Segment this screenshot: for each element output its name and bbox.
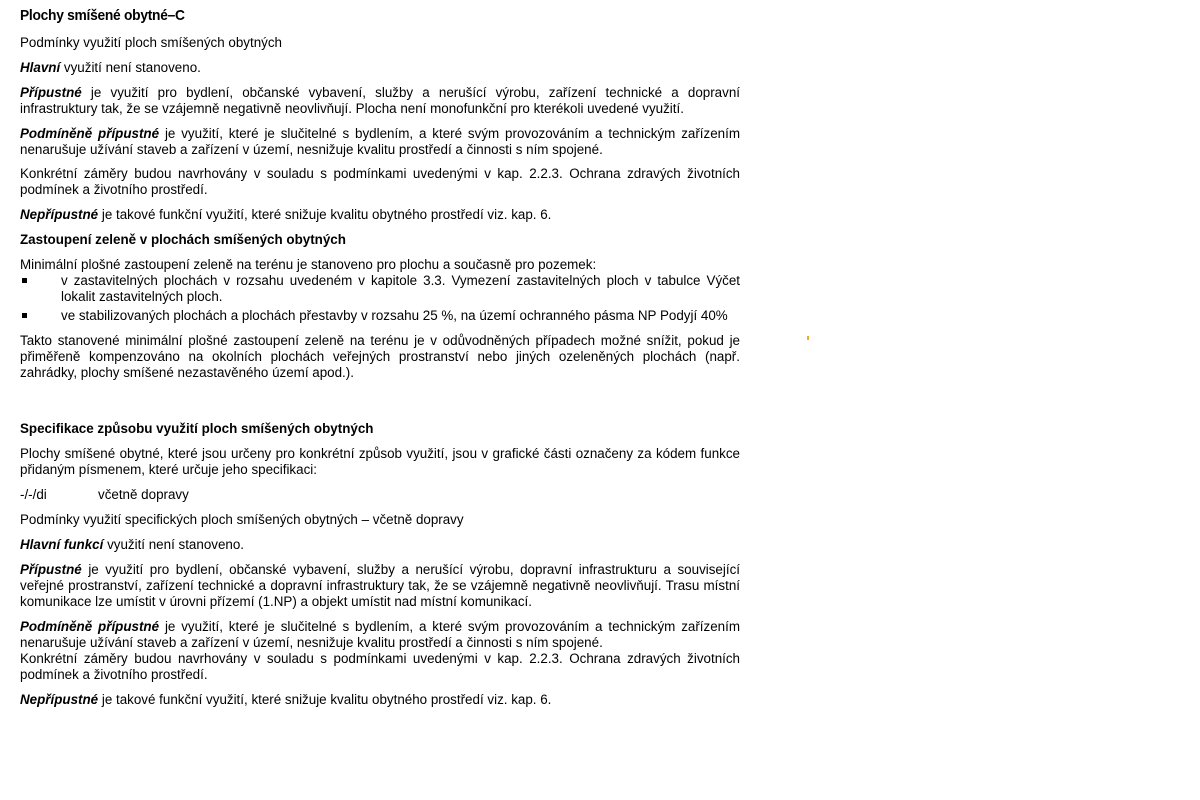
function-code: -/-/di: [20, 487, 47, 502]
list-item-text: ve stabilizovaných plochách a plochách přestavby v rozsahu 25 %, na území ochranného pásma NP Podyjí 40%: [61, 308, 728, 323]
term-prohibited: Nepřípustné: [20, 692, 99, 707]
page-title: Plochy smíšené obytné–C: [20, 7, 185, 24]
term-prohibited: Nepřípustné: [20, 207, 99, 222]
function-code-description: včetně dopravy: [98, 487, 189, 502]
paragraph-text: je využití, které je slučitelné s bydlením, a které svým provozováním a technickým zařízením nenarušuje užívání staveb a zařízení v území, nesnižuje kvalitu prostředí a činnosti s ním spojené.: [20, 619, 740, 650]
paragraph-plans: Konkrétní záměry budou navrhovány v souladu s podmínkami uvedenými v kap. 2.2.3. Ochrana zdravých životních podmínek a životního prostředí.: [20, 166, 740, 197]
paragraph-greenery-reduction: Takto stanovené minimální plošné zastoupení zeleně na terénu je v odůvodněných případech možné snížit, pokud je přiměřeně kompenzováno na okolních plochách veřejných prostranství nebo jiných ozeleněných plochách (např. zahrádky, plochy smíšené nezastavěného území apod.).: [20, 333, 740, 380]
paragraph-text: využití není stanoveno.: [60, 60, 201, 75]
paragraph-conditional-2: [20, 619, 740, 651]
bullet-icon: [22, 278, 27, 283]
paragraph-prohibited: [20, 207, 740, 223]
paragraph-permitted-2: [20, 562, 740, 610]
term-main-function: Hlavní funkcí: [20, 537, 104, 552]
list-item-text: v zastavitelných plochách v rozsahu uvedeném v kapitole 3.3. Vymezení zastavitelných ploch v tabulce Výčet lokalit zastavitelných ploch.: [61, 273, 740, 304]
paragraph-conditions: Podmínky využití ploch smíšených obytných: [20, 35, 282, 50]
paragraph-conditional: [20, 126, 740, 158]
paragraph-main-function: [20, 537, 740, 553]
heading-specification: Specifikace způsobu využití ploch smíšených obytných: [20, 421, 374, 436]
paragraph-greenery-min: Minimální plošné zastoupení zeleně na terénu je stanoveno pro plochu a současně pro pozemek:: [20, 257, 597, 272]
document-content: [20, 8, 740, 717]
paragraph-text: využití není stanoveno.: [103, 537, 245, 552]
paragraph-main-use: [20, 60, 740, 76]
code-row: [20, 487, 740, 503]
paragraph-specific-conditions: Podmínky využití specifických ploch smíšených obytných – včetně dopravy: [20, 512, 464, 527]
paragraph-text: je takové funkční využití, které snižuje kvalitu obytného prostředí viz. kap. 6.: [98, 692, 552, 707]
stray-mark: [807, 336, 809, 340]
paragraph-specification: Plochy smíšené obytné, které jsou určeny pro konkrétní způsob využití, jsou v grafické části označeny za kódem funkce přidaným písmenem, které určuje jeho specifikaci:: [20, 446, 740, 477]
paragraph-prohibited-2: [20, 692, 740, 708]
paragraph-text: je využití pro bydlení, občanské vybavení, služby a nerušící výrobu, zařízení technické a dopravní infrastruktury tak, že se vzájemně negativně neovlivňují. Plocha není monofunkční pro kterékoli uvedené využití.: [20, 85, 740, 116]
term-conditional: Podmíněně přípustné: [20, 619, 160, 634]
heading-greenery: Zastoupení zeleně v plochách smíšených obytných: [20, 232, 346, 247]
paragraph-plans-2: Konkrétní záměry budou navrhovány v souladu s podmínkami uvedenými v kap. 2.2.3. Ochrana zdravých životních podmínek a životního prostředí.: [20, 651, 740, 682]
bullet-icon: [22, 313, 27, 318]
greenery-list: [20, 273, 740, 324]
term-permitted: Přípustné: [20, 562, 82, 577]
paragraph-text: je využití, které je slučitelné s bydlením, a které svým provozováním a technickým zařízením nenarušuje užívání staveb a zařízení v území, nesnižuje kvalitu prostředí a činnosti s ním spojené.: [20, 126, 740, 157]
term-conditional: Podmíněně přípustné: [20, 126, 160, 141]
paragraph-permitted: [20, 85, 740, 117]
term-permitted: Přípustné: [20, 85, 82, 100]
paragraph-text: je takové funkční využití, které snižuje kvalitu obytného prostředí viz. kap. 6.: [98, 207, 552, 222]
term-main: Hlavní: [20, 60, 61, 75]
list-item: [20, 273, 740, 305]
list-item: [20, 308, 740, 324]
paragraph-text: je využití pro bydlení, občanské vybavení, služby a nerušící výrobu, dopravní infrastrukturu a související veřejné prostranství, zařízení technické a dopravní infrastruktury tak, že se vzájemně negativně neovlivňují. Trasu místní komunikace lze umístit v úrovni přízemí (1.NP) a objekt umístit nad místní komunikací.: [20, 562, 740, 609]
